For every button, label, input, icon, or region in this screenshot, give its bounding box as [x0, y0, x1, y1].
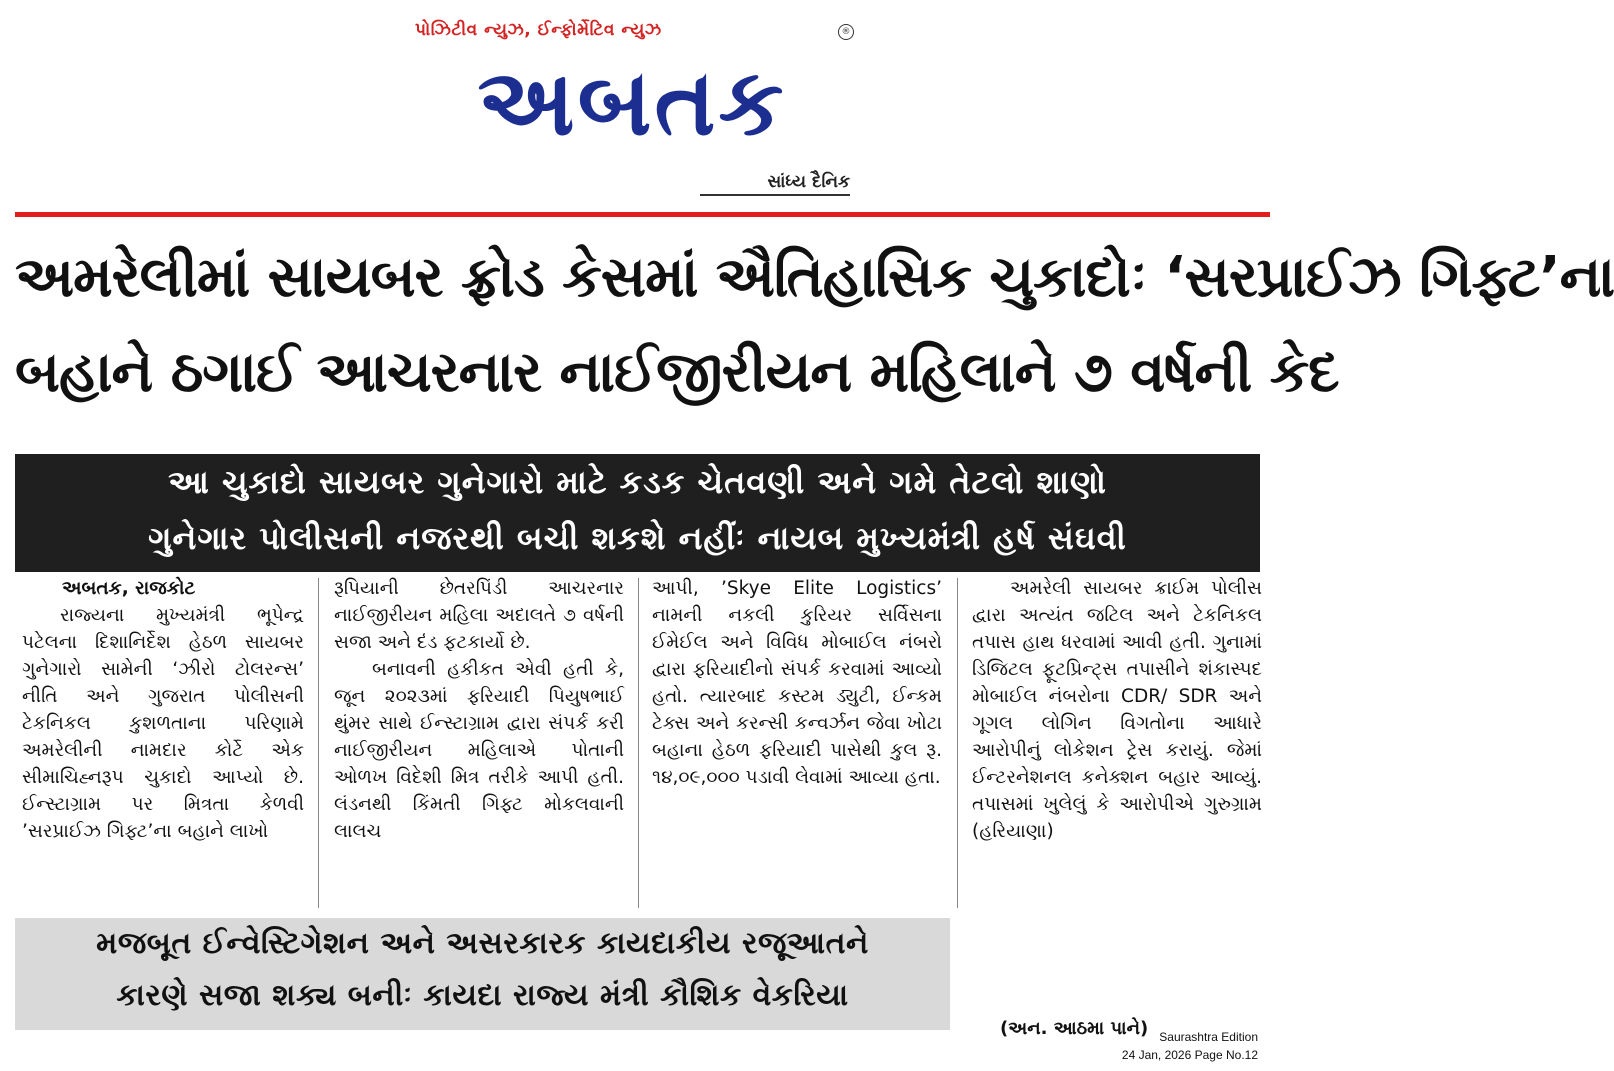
article-col3-text: આપી, ’Skye Elite Logistics’ નામની નકલી કુરિયર સર્વિસના ઈમેઈલ અને વિવિધ મોબાઈલ નંબરો દ્વારા ફરિયાદીનો સંપર્ક કરવામાં આવ્યો હતો. ત્યારબાદ કસ્ટમ ડ્યુટી, ઈન્કમ ટેક્સ અને કરન્સી કન્વર્ઝન જેવા ખોટા બહાના હેઠળ ફરિયાદી પાસેથી કુલ રૂ. ૧૪,૦૯,૦૦૦ પડાવી લેવામાં આવ્યા હતા.	[652, 578, 942, 788]
column-divider	[318, 578, 319, 908]
headline-line-1: અમરેલીમાં સાયબર ફ્રોડ કેસમાં ઐતિહાસિક ચુકાદોઃ ‘સરપ્રાઈઝ ગિફ્ટ’ના	[15, 245, 1614, 310]
subheadline-banner	[15, 454, 1260, 572]
article-column-4	[972, 575, 1262, 845]
quote-callout-box	[15, 918, 950, 1030]
article-col1-text: રાજ્યના મુખ્યમંત્રી ભૂપેન્દ્ર પટેલના દિશાનિર્દેશ હેઠળ સાયબર ગુનેગારો સામેની ‘ઝીરો ટોલરન્સ’ નીતિ અને ગુજરાત પોલીસની ટેકનિકલ કુશળતાના પરિણામે અમરેલીની નામદાર કોર્ટે એક સીમાચિહ્નરૂપ ચુકાદો આપ્યો છે. ઈન્સ્ટાગ્રામ પર મિત્રતા કેળવી ’સરપ્રાઈઝ ગિફ્ટ’ના બહાને લાખો	[22, 605, 304, 842]
edition-date-page: 24 Jan, 2026 Page No.12	[1121, 1048, 1258, 1062]
newspaper-logo: અબતક	[477, 49, 787, 156]
article-col4-text: અમરેલી સાયબર ક્રાઈમ પોલીસ દ્વારા અત્યંત જટિલ અને ટેકનિકલ તપાસ હાથ ધરવામાં આવી હતી. ગુનામાં ડિજિટલ ફૂટપ્રિન્ટ્સ તપાસીને શંકાસ્પદ મોબાઈલ નંબરોના CDR/ SDR અને ગૂગલ લોગિન વિગતોના આધારે આરોપીનું લોકેશન ટ્રેસ કરાયું. જેમાં ઈન્ટરનેશનલ કનેક્શન બહાર આવ્યું. તપાસમાં ખુલેલું કે આરોપીએ ગુરુગ્રામ (હરિયાણા)	[972, 578, 1262, 842]
masthead-subbrand: સાંધ્ય દૈનિક	[700, 172, 850, 196]
column-divider	[957, 578, 958, 908]
column-divider	[638, 578, 639, 908]
registered-mark: ®	[838, 24, 854, 40]
article-dateline: અબતક, રાજકોટ	[62, 578, 196, 599]
callout-line-1: મજબૂત ઈન્વેસ્ટિગેશન અને અસરકારક કાયદાકીય રજૂઆતને	[96, 926, 869, 961]
callout-line-2: કારણે સજા શક્ય બનીઃ કાયદા રાજ્ય મંત્રી કૌશિક વેકરિયા	[116, 978, 849, 1013]
masthead-divider	[15, 212, 1270, 217]
masthead	[0, 0, 1270, 210]
article-column-1	[22, 575, 304, 845]
subhead-line-2: ગુનેગાર પોલીસની નજરથી બચી શકશે નહીંઃ નાયબ મુખ્યમંત્રી હર્ષ સંઘવી	[148, 519, 1127, 557]
edition-footer	[1122, 1028, 1258, 1064]
main-headline	[15, 230, 1614, 420]
headline-line-2: બહાને ઠગાઈ આચરનાર નાઈજીરીયન મહિલાને ૭ વર્ષની કેદ	[15, 340, 1339, 405]
edition-name: Saurashtra Edition	[1159, 1030, 1258, 1044]
masthead-tagline: પોઝિટીવ ન્યુઝ, ઈન્ફોર્મેટિવ ન્યુઝ	[415, 20, 662, 40]
continued-on-page-note: (અન. આઠમા પાને)	[1000, 1018, 1149, 1039]
article-col2-para-2: બનાવની હકીકત એવી હતી કે, જૂન ૨૦૨૩માં ફરિયાદી પિયુષભાઈ થુંમર સાથે ઈન્સ્ટાગ્રામ દ્વારા સંપર્ક કરી નાઈજીરીયન મહિલાએ પોતાની ઓળખ વિદેશી મિત્ર તરીકે આપી હતી. લંડનથી કિંમતી ગિફ્ટ મોકલવાની લાલચ	[334, 659, 624, 842]
article-col2-para-1: રૂપિયાની છેતરપિંડી આચરનાર નાઈજીરીયન મહિલા અદાલતે ૭ વર્ષની સજા અને દંડ ફટકાર્યો છે.	[334, 578, 624, 653]
article-column-2	[334, 575, 624, 845]
article-column-3	[652, 575, 942, 791]
subhead-line-1: આ ચુકાદો સાયબર ગુનેગારો માટે કડક ચેતવણી અને ગમે તેટલો શાણો	[168, 463, 1107, 501]
